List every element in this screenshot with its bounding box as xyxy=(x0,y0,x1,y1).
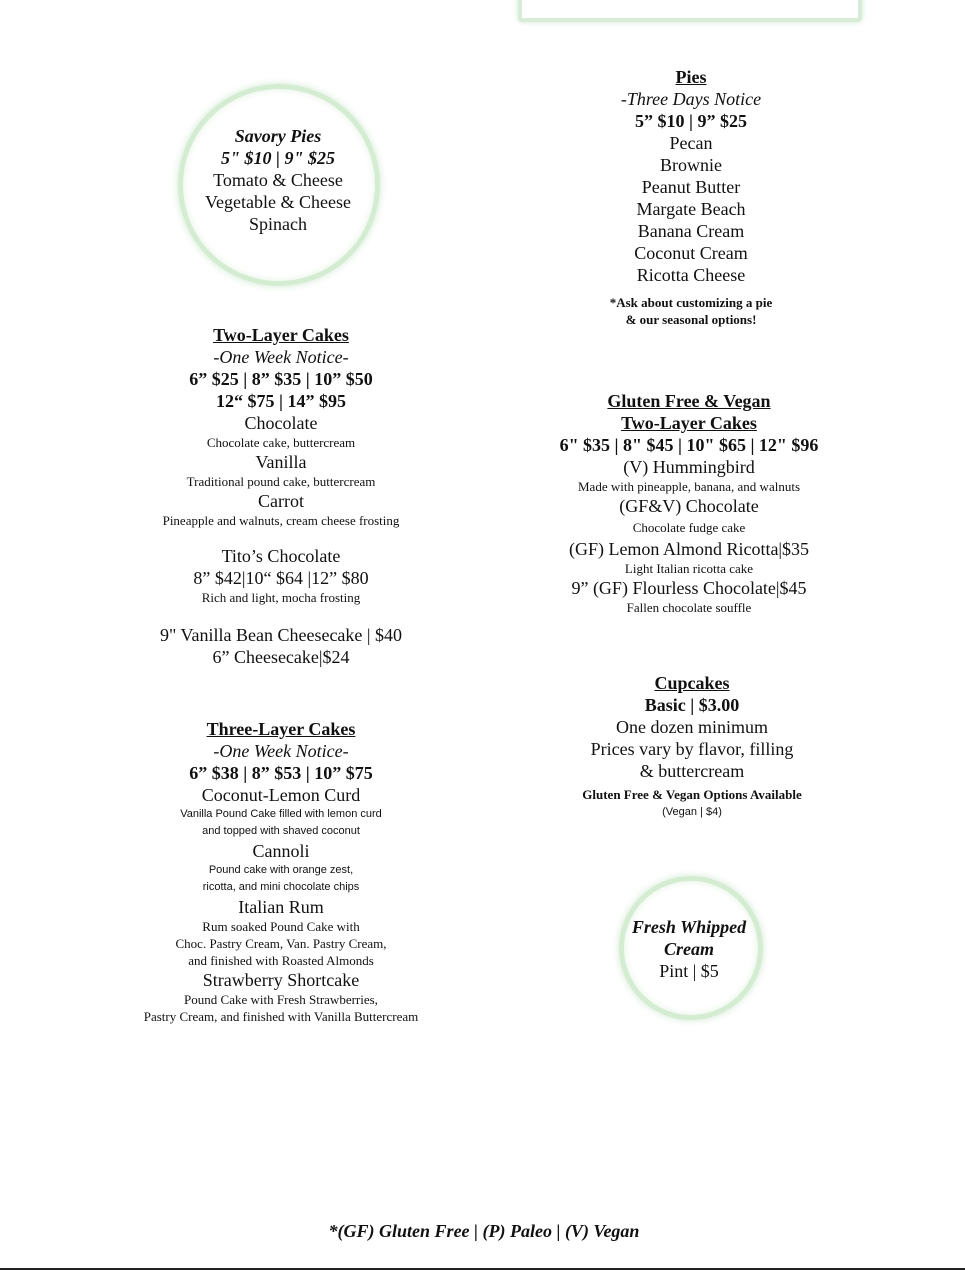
menu-item: Ricotta Cheese xyxy=(636,265,746,285)
pies-prices: 5” $10 | 9” $25 xyxy=(635,111,747,131)
cupcakes-section xyxy=(542,672,842,821)
gf-vegan-title: Gluten Free & Vegan xyxy=(607,391,771,411)
menu-item: Banana Cream xyxy=(637,221,745,241)
gf-vegan-subtitle: Two-Layer Cakes xyxy=(621,413,757,433)
whipped-cream-title: Cream xyxy=(663,939,714,959)
whipped-cream-section xyxy=(589,916,789,982)
cake-description: and topped with shaved coconut xyxy=(202,825,360,837)
cake-name: (GF) Lemon Almond Ricotta|$35 xyxy=(568,539,810,559)
cake-name: Carrot xyxy=(258,491,304,511)
bottom-divider xyxy=(0,1268,965,1270)
three-layer-title: Three-Layer Cakes xyxy=(206,719,356,739)
cake-description: Light Italian ricotta cake xyxy=(624,561,754,576)
savory-pies-prices: 5" $10 | 9" $25 xyxy=(221,148,335,168)
pies-note: *Ask about customizing a pie xyxy=(609,295,773,310)
cupcakes-options: Gluten Free & Vegan Options Available xyxy=(582,787,802,802)
cake-name: Tito’s Chocolate xyxy=(221,546,341,566)
pies-section xyxy=(541,66,841,328)
two-layer-notice: -One Week Notice- xyxy=(213,347,349,367)
pies-note: & our seasonal options! xyxy=(625,312,757,327)
cake-description: Pound cake with orange zest, xyxy=(208,864,354,876)
three-layer-notice: -One Week Notice- xyxy=(213,741,349,761)
cake-name: (GF&V) Chocolate xyxy=(619,496,759,516)
cake-name: Cannoli xyxy=(252,841,310,861)
cake-name: Chocolate xyxy=(244,413,318,433)
cake-name: Italian Rum xyxy=(238,897,324,917)
two-layer-prices: 6” $25 | 8” $35 | 10” $50 xyxy=(189,369,373,389)
menu-item: Tomato & Cheese xyxy=(213,170,343,190)
cake-description: Vanilla Pound Cake filled with lemon curd xyxy=(180,808,382,820)
cake-name: Coconut-Lemon Curd xyxy=(201,785,361,805)
two-layer-title: Two-Layer Cakes xyxy=(213,325,349,345)
cake-description: Made with pineapple, banana, and walnuts xyxy=(577,479,800,494)
menu-item: Pecan xyxy=(669,133,713,153)
pies-notice: -Three Days Notice xyxy=(620,89,762,109)
cake-description: Chocolate cake, buttercream xyxy=(206,435,356,450)
cake-description: Choc. Pastry Cream, Van. Pastry Cream, xyxy=(175,936,387,951)
cake-description: Traditional pound cake, buttercream xyxy=(186,474,376,489)
three-layer-prices: 6” $38 | 8” $53 | 10” $75 xyxy=(189,763,373,783)
pies-title: Pies xyxy=(675,67,707,87)
gf-vegan-prices: 6" $35 | 8" $45 | 10" $65 | 12" $96 xyxy=(559,435,819,455)
two-layer-prices: 12“ $75 | 14” $95 xyxy=(216,391,346,411)
cake-description: and finished with Roasted Almonds xyxy=(188,953,374,968)
menu-item: Brownie xyxy=(660,155,722,175)
decorative-top-frame xyxy=(518,0,862,22)
cake-description: Fallen chocolate souffle xyxy=(626,600,752,615)
savory-pies-section xyxy=(178,125,378,235)
menu-item: Peanut Butter xyxy=(641,177,741,197)
cupcakes-vegan-price: (Vegan | $4) xyxy=(662,806,722,818)
cake-name: Strawberry Shortcake xyxy=(202,970,360,990)
two-layer-cakes-section xyxy=(131,324,431,668)
cake-description: Pound Cake with Fresh Strawberries, xyxy=(184,992,378,1007)
cake-name: Vanilla xyxy=(255,452,307,472)
savory-pies-title: Savory Pies xyxy=(234,126,322,146)
cake-description: Rich and light, mocha frosting xyxy=(201,590,361,605)
cake-description: ricotta, and mini chocolate chips xyxy=(202,881,360,893)
cake-description: Pastry Cream, and finished with Vanilla Buttercream xyxy=(143,1009,419,1024)
cupcakes-info: & buttercream xyxy=(639,761,745,781)
cake-prices: 8” $42|10“ $64 |12” $80 xyxy=(193,568,369,588)
cupcakes-basic-price: Basic | $3.00 xyxy=(644,695,740,715)
cupcakes-info: One dozen minimum xyxy=(616,717,768,737)
whipped-cream-title: Fresh Whipped xyxy=(631,917,747,937)
menu-item: Vegetable & Cheese xyxy=(205,192,351,212)
three-layer-cakes-section xyxy=(111,718,451,1025)
dietary-legend: *(GF) Gluten Free | (P) Paleo | (V) Vegan xyxy=(328,1221,640,1241)
cake-description: Pineapple and walnuts, cream cheese frosting xyxy=(162,513,400,528)
menu-item: Coconut Cream xyxy=(634,243,748,263)
cake-name: (V) Hummingbird xyxy=(623,457,755,477)
cupcakes-info: Prices vary by flavor, filling xyxy=(590,739,794,759)
gf-vegan-section xyxy=(529,390,849,616)
cupcakes-title: Cupcakes xyxy=(654,673,730,693)
menu-item: Spinach xyxy=(249,214,307,234)
cheesecake-item: 6” Cheesecake|$24 xyxy=(212,647,350,667)
cheesecake-item: 9" Vanilla Bean Cheesecake | $40 xyxy=(159,625,403,645)
cake-name: 9” (GF) Flourless Chocolate|$45 xyxy=(571,578,807,598)
cake-description: Chocolate fudge cake xyxy=(632,520,746,535)
cake-description: Rum soaked Pound Cake with xyxy=(202,919,360,934)
menu-item: Margate Beach xyxy=(636,199,746,219)
whipped-cream-price: Pint | $5 xyxy=(659,961,719,981)
